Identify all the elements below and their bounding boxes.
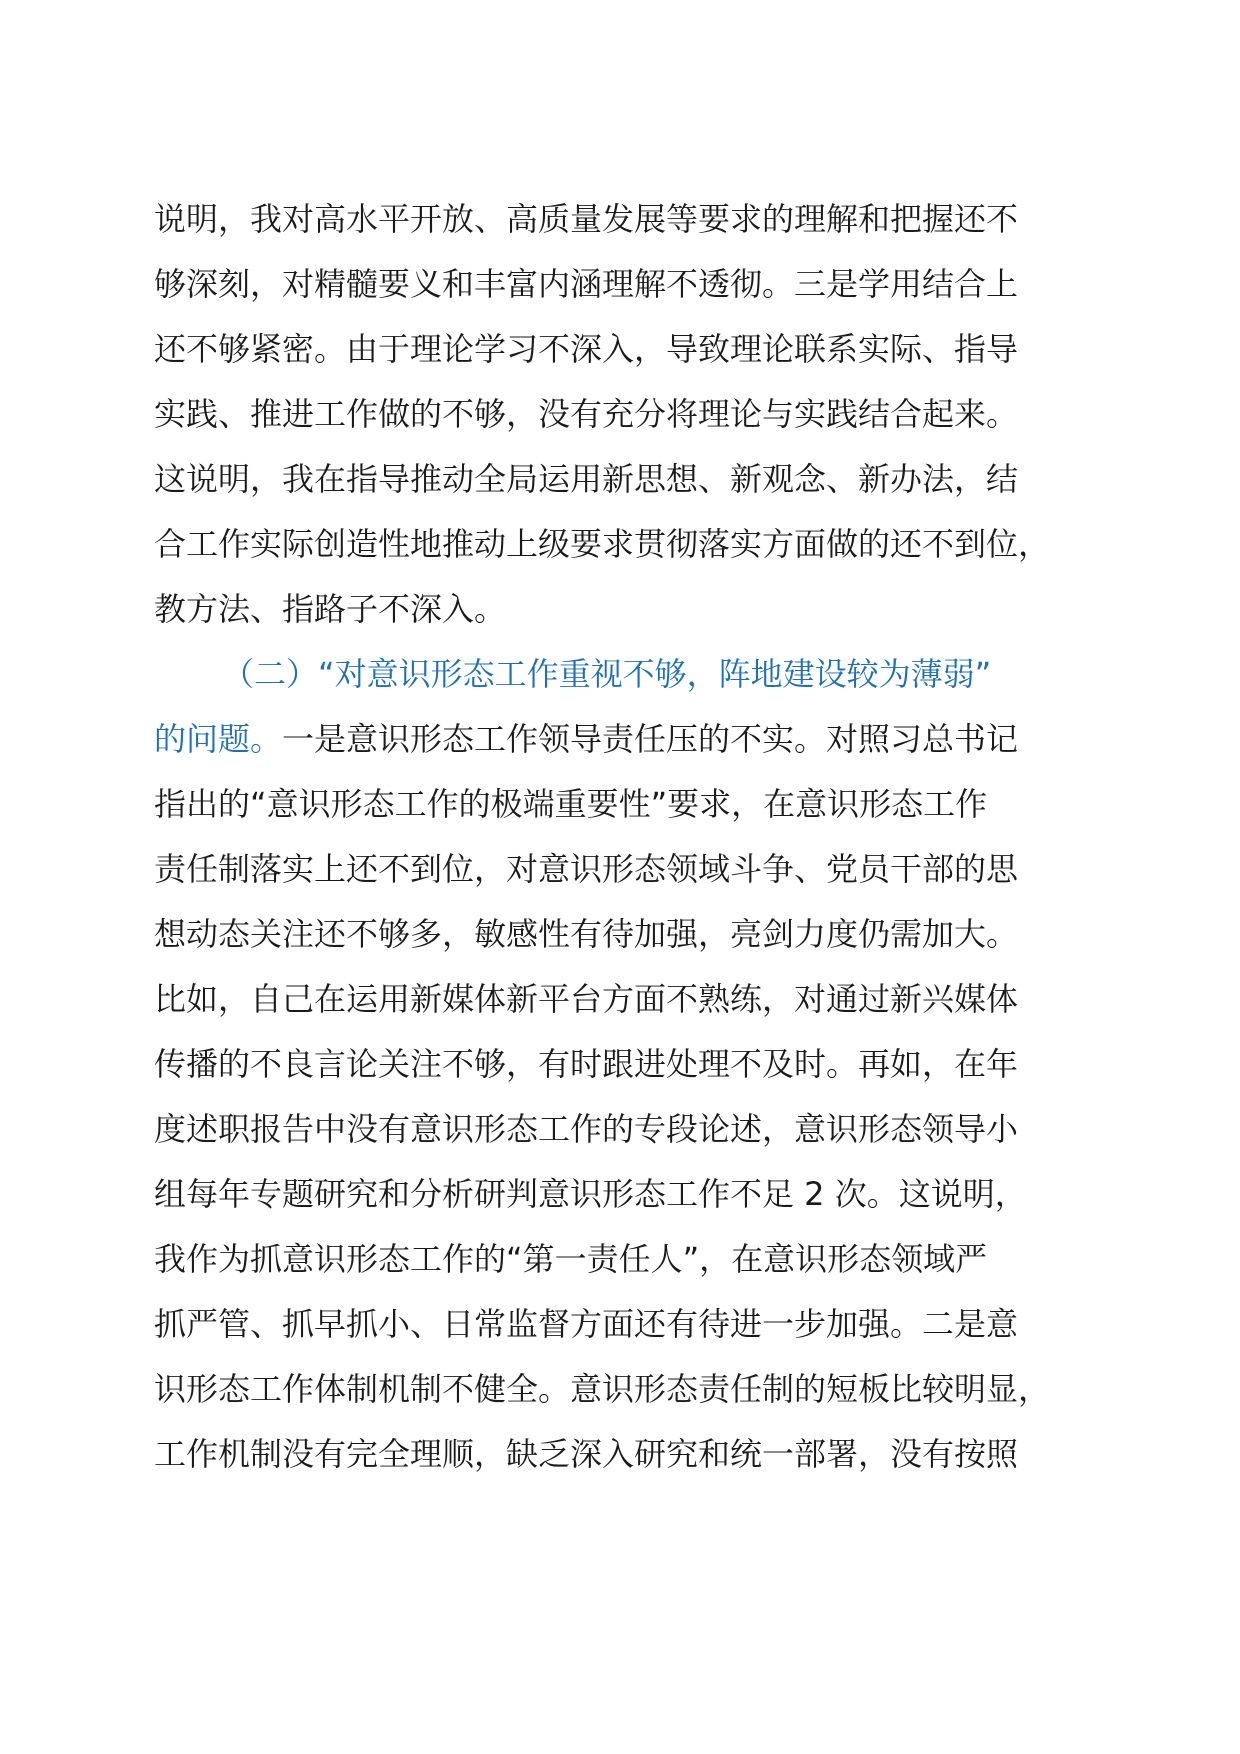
section-heading: （二）“对意识形态工作重视不够，阵地建设较为薄弱” — [222, 655, 992, 693]
text-line: 指出的“意识形态工作的极端重要性”要求，在意识形态工作 — [154, 785, 988, 823]
text-line: 教方法、指路子不深入。 — [154, 590, 507, 628]
text-line: 我作为抓意识形态工作的“第一责任人”，在意识形态领域严 — [154, 1240, 988, 1278]
paragraph-text: 一是意识形态工作领导责任压的不实。对照习总书记 — [282, 720, 1019, 758]
text-line: 这说明，我在指导推动全局运用新思想、新观念、新办法，结 — [154, 460, 1019, 498]
text-line: 度述职报告中没有意识形态工作的专段论述，意识形态领导小 — [154, 1110, 1019, 1148]
text-line: 抓严管、抓早抓小、日常监督方面还有待进一步加强。二是意 — [154, 1305, 1019, 1343]
text-line: 识形态工作体制机制不健全。意识形态责任制的短板比较明显， — [154, 1370, 1051, 1408]
heading-continuation-line — [154, 719, 1018, 759]
text-line: 传播的不良言论关注不够，有时跟进处理不及时。再如，在年 — [154, 1045, 1019, 1083]
section-heading-end: 的问题。 — [154, 720, 283, 758]
text-line: 想动态关注还不够多，敏感性有待加强，亮剑力度仍需加大。 — [154, 915, 1019, 953]
text-line: 责任制落实上还不到位，对意识形态领域斗争、党员干部的思 — [154, 850, 1019, 888]
text-line: 比如，自己在运用新媒体新平台方面不熟练，对通过新兴媒体 — [154, 980, 1019, 1018]
text-line: 合工作实际创造性地推动上级要求贯彻落实方面做的还不到位， — [154, 525, 1051, 563]
text-line: 还不够紧密。由于理论学习不深入，导致理论联系实际、指导 — [154, 330, 1019, 368]
text-line: 工作机制没有完全理顺，缺乏深入研究和统一部署，没有按照 — [154, 1435, 1019, 1473]
text-line: 组每年专题研究和分析研判意识形态工作不足 2 次。这说明， — [154, 1175, 1027, 1213]
text-line: 说明，我对高水平开放、高质量发展等要求的理解和把握还不 — [154, 200, 1019, 238]
text-line: 够深刻，对精髓要义和丰富内涵理解不透彻。三是学用结合上 — [154, 265, 1019, 303]
text-line: 实践、推进工作做的不够，没有充分将理论与实践结合起来。 — [154, 395, 1019, 433]
